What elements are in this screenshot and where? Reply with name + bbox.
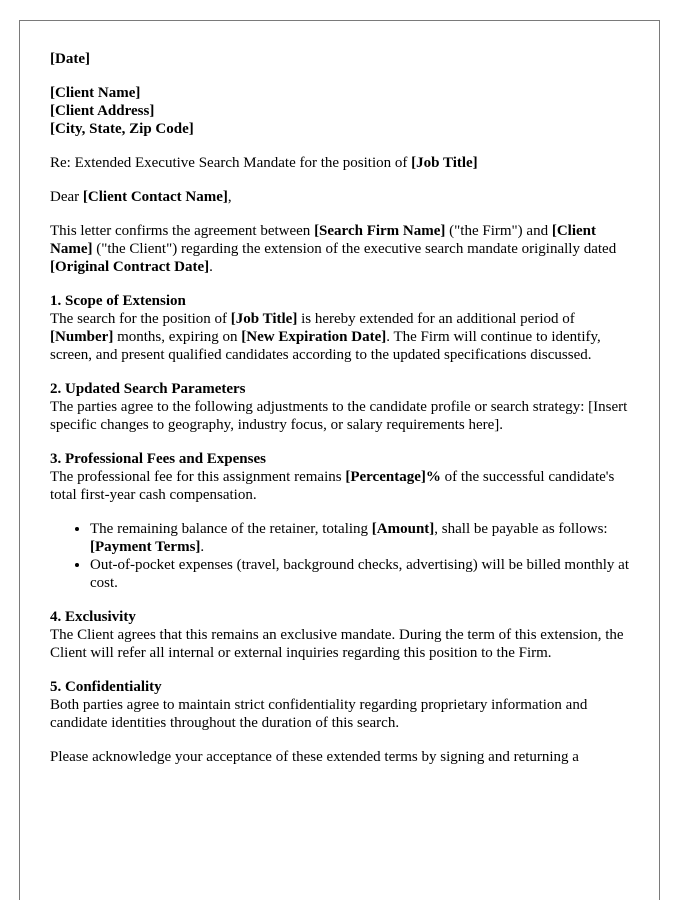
retainer-payment-terms: [Payment Terms] bbox=[90, 539, 201, 555]
fees-percentage: [Percentage]% bbox=[345, 469, 441, 485]
letter-page bbox=[19, 20, 660, 900]
intro-paragraph bbox=[50, 222, 635, 276]
salutation-suffix: , bbox=[227, 189, 232, 205]
section-fees-title: 3. Professional Fees and Expenses bbox=[50, 451, 266, 467]
section-scope-title: 1. Scope of Extension bbox=[50, 293, 186, 309]
letter-body bbox=[50, 50, 635, 782]
intro-text-1: This letter confirms the agreement between bbox=[50, 223, 315, 239]
expenses-text: Out-of-pocket expenses (travel, background checks, advertising) will be billed monthly at cost. bbox=[90, 557, 630, 591]
re-job-title: [Job Title] bbox=[411, 155, 478, 171]
client-address: [Client Address] bbox=[50, 103, 155, 119]
retainer-amount: [Amount] bbox=[371, 521, 435, 537]
parameters-text: The parties agree to the following adjustments to the candidate profile or search strategy: [Insert specific changes to geography, industry focus, or salary requirements here]. bbox=[50, 399, 628, 433]
retainer-text-1: The remaining balance of the retainer, totaling bbox=[90, 521, 372, 537]
fees-text-2: of the successful candidate's total first-year cash compensation. bbox=[50, 469, 615, 503]
scope-text-4: . The Firm will continue to identify, screen, and present qualified candidates according to the updated specifications discussed. bbox=[50, 329, 601, 363]
scope-text-3: months, expiring on bbox=[113, 329, 242, 345]
intro-firm-name: [Search Firm Name] bbox=[314, 223, 446, 239]
intro-text-4: . bbox=[209, 259, 213, 275]
intro-text-2: ("the Firm") and bbox=[445, 223, 552, 239]
fees-text-1: The professional fee for this assignment remains bbox=[50, 469, 346, 485]
intro-text-3: ("the Client") regarding the extension of the executive search mandate originally dated bbox=[92, 241, 617, 257]
intro-original-date: [Original Contract Date] bbox=[50, 259, 210, 275]
fees-list bbox=[50, 520, 635, 592]
section-parameters-title: 2. Updated Search Parameters bbox=[50, 381, 246, 397]
section-confidentiality-title: 5. Confidentiality bbox=[50, 679, 162, 695]
retainer-text-2: , shall be payable as follows: bbox=[434, 521, 608, 537]
section-scope bbox=[50, 292, 635, 364]
section-fees bbox=[50, 450, 635, 504]
exclusivity-text: The Client agrees that this remains an exclusive mandate. During the term of this extension, the Client will refer all internal or external inquiries regarding this position to the Firm. bbox=[50, 627, 624, 661]
section-confidentiality bbox=[50, 678, 635, 732]
confidentiality-text: Both parties agree to maintain strict confidentiality regarding proprietary information and candidate identities throughout the duration of this search. bbox=[50, 697, 588, 731]
re-prefix: Re: Extended Executive Search Mandate for the position of bbox=[50, 155, 412, 171]
salutation-prefix: Dear bbox=[50, 189, 83, 205]
client-address-block bbox=[50, 84, 635, 138]
list-item bbox=[90, 556, 635, 592]
scope-expiration-date: [New Expiration Date] bbox=[241, 329, 387, 345]
scope-job-title: [Job Title] bbox=[230, 311, 298, 327]
retainer-text-3: . bbox=[200, 539, 205, 555]
date-placeholder: [Date] bbox=[50, 51, 90, 67]
client-name: [Client Name] bbox=[50, 85, 141, 101]
section-exclusivity bbox=[50, 608, 635, 662]
scope-text-2: is hereby extended for an additional period of bbox=[297, 311, 575, 327]
section-exclusivity-title: 4. Exclusivity bbox=[50, 609, 136, 625]
salutation-name: [Client Contact Name] bbox=[82, 189, 228, 205]
scope-number: [Number] bbox=[50, 329, 114, 345]
scope-text-1: The search for the position of bbox=[50, 311, 231, 327]
salutation bbox=[50, 188, 635, 206]
re-line bbox=[50, 154, 635, 172]
section-parameters bbox=[50, 380, 635, 434]
date-line bbox=[50, 50, 635, 68]
closing-paragraph: Please acknowledge your acceptance of these extended terms by signing and returning a bbox=[50, 749, 579, 765]
client-city: [City, State, Zip Code] bbox=[50, 121, 194, 137]
list-item bbox=[90, 520, 635, 556]
intro-client-name: [Client Name] bbox=[50, 223, 596, 257]
